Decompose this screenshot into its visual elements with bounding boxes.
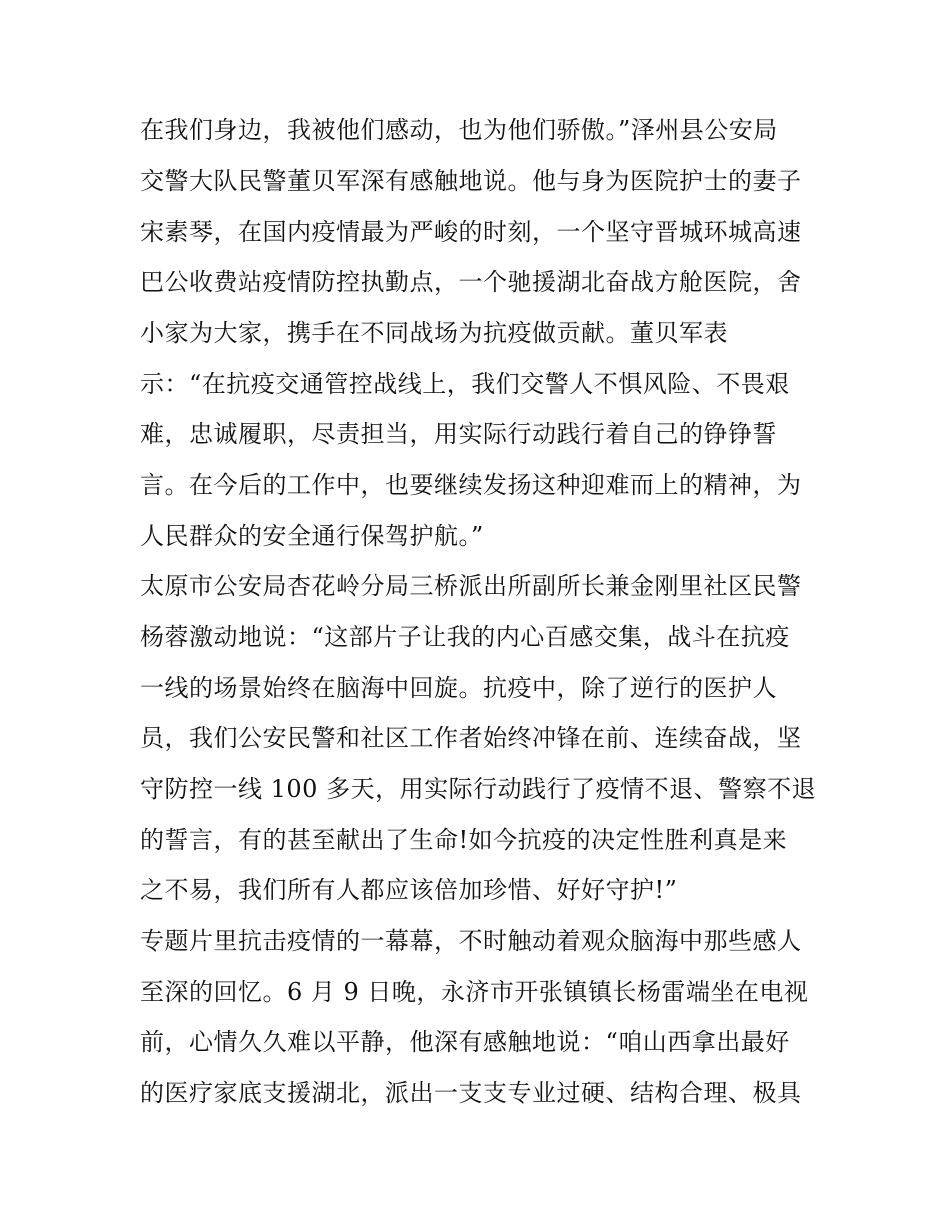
text-line: 人民群众的安全通行保驾护航。” xyxy=(140,522,484,550)
text-line: 一线的场景始终在脑海中回旋。抗疫中，除了逆行的医护人 xyxy=(140,674,777,702)
text-line: 言。在今后的工作中，也要继续发扬这种迎难而上的精神，为 xyxy=(140,471,802,499)
text-line: 宋素琴，在国内疫情最为严峻的时刻，一个坚守晋城环城高速 xyxy=(140,218,802,246)
text-line: 在我们身边，我被他们感动，也为他们骄傲。”泽州县公安局 xyxy=(140,116,778,144)
text-line: 守防控一线 100 多天，用实际行动践行了疫情不退、警察不退 xyxy=(140,775,817,803)
text-line: 交警大队民警董贝军深有感触地说。他与身为医院护士的妻子 xyxy=(140,167,802,195)
text-line: 的医疗家底支援湖北，派出一支支专业过硬、结构合理、极具 xyxy=(140,1079,802,1107)
text-line: 巴公收费站疫情防控执勤点，一个驰援湖北奋战方舱医院，舍 xyxy=(140,268,802,296)
text-line: 杨蓉激动地说：“这部片子让我的内心百感交集，战斗在抗疫 xyxy=(140,623,790,651)
text-line: 前，心情久久难以平静，他深有感触地说：“咱山西拿出最好 xyxy=(140,1028,790,1056)
text-line: 难，忠诚履职，尽责担当，用实际行动践行着自己的铮铮誓 xyxy=(140,420,777,448)
text-line: 的誓言，有的甚至献出了生命!如今抗疫的决定性胜利真是来 xyxy=(140,826,788,854)
text-line: 专题片里抗击疫情的一幕幕，不时触动着观众脑海中那些感人 xyxy=(140,927,802,955)
text-line: 太原市公安局杏花岭分局三桥派出所副所长兼金刚里社区民警 xyxy=(140,572,802,600)
text-line: 员，我们公安民警和社区工作者始终冲锋在前、连续奋战，坚 xyxy=(140,724,802,752)
text-line: 示：“在抗疫交通管控战线上，我们交警人不惧风险、不畏艰 xyxy=(140,370,790,398)
text-line: 小家为大家，携手在不同战场为抗疫做贡献。董贝军表 xyxy=(140,319,728,347)
text-line: 至深的回忆。6 月 9 日晚，永济市开张镇镇长杨雷端坐在电视 xyxy=(140,978,809,1006)
text-line: 之不易，我们所有人都应该倍加珍惜、好好守护!” xyxy=(140,876,678,904)
